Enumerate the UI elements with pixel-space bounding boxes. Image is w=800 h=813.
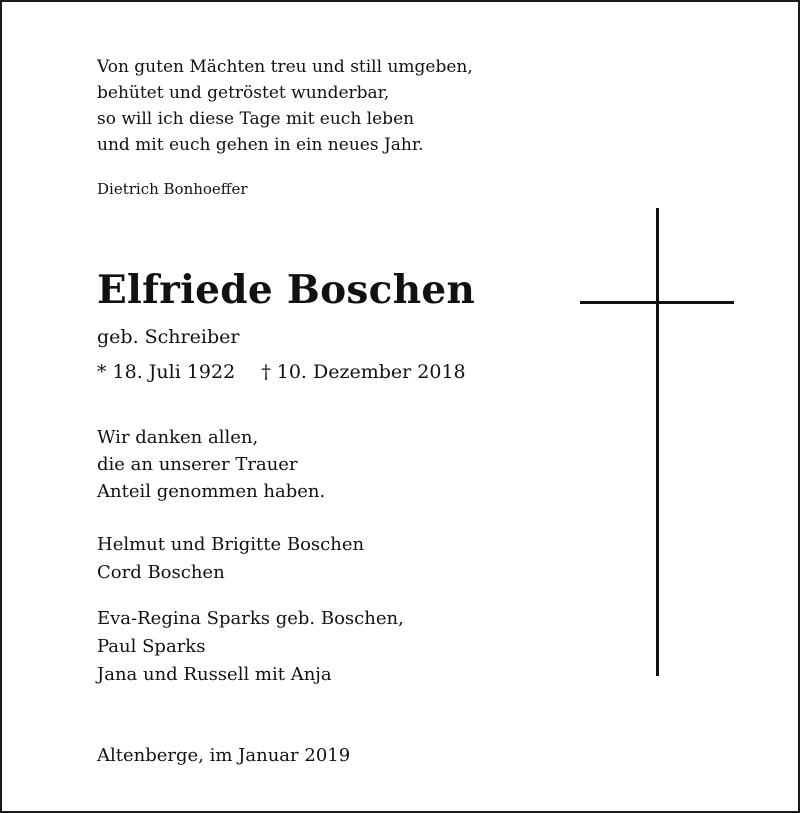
thanks-line: Wir danken allen, [97, 427, 259, 448]
mourner-name: Cord Boschen [97, 562, 225, 583]
poem-author: Dietrich Bonhoeffer [97, 180, 248, 198]
mourner-name: Jana und Russell mit Anja [97, 664, 332, 685]
birth-date: * 18. Juli 1922 [97, 361, 236, 383]
mourner-name: Eva-Regina Sparks geb. Boschen, [97, 608, 404, 629]
mourners-group-2 [97, 605, 404, 689]
mourners-group-1 [97, 531, 364, 587]
birth-name: geb. Schreiber [97, 326, 240, 348]
mourner-name: Paul Sparks [97, 636, 206, 657]
poem-line: so will ich diese Tage mit euch leben [97, 109, 415, 129]
place-and-date: Altenberge, im Januar 2019 [97, 745, 351, 766]
thanks-line: Anteil genommen haben. [97, 481, 326, 502]
poem-line: und mit euch gehen in ein neues Jahr. [97, 135, 424, 155]
poem-line: behütet und getröstet wunderbar, [97, 83, 390, 103]
mourner-name: Helmut und Brigitte Boschen [97, 534, 365, 555]
cross-vertical-bar [656, 208, 659, 676]
poem-quote [97, 54, 473, 158]
cross-horizontal-bar [580, 301, 734, 304]
thanks-line: die an unserer Trauer [97, 454, 298, 475]
poem-line: Von guten Mächten treu und still umgeben, [97, 57, 473, 77]
thanks-message [97, 424, 325, 505]
cross-icon [580, 208, 734, 676]
deceased-name: Elfriede Boschen [97, 267, 476, 313]
death-date: † 10. Dezember 2018 [261, 361, 466, 383]
life-dates [97, 358, 466, 386]
